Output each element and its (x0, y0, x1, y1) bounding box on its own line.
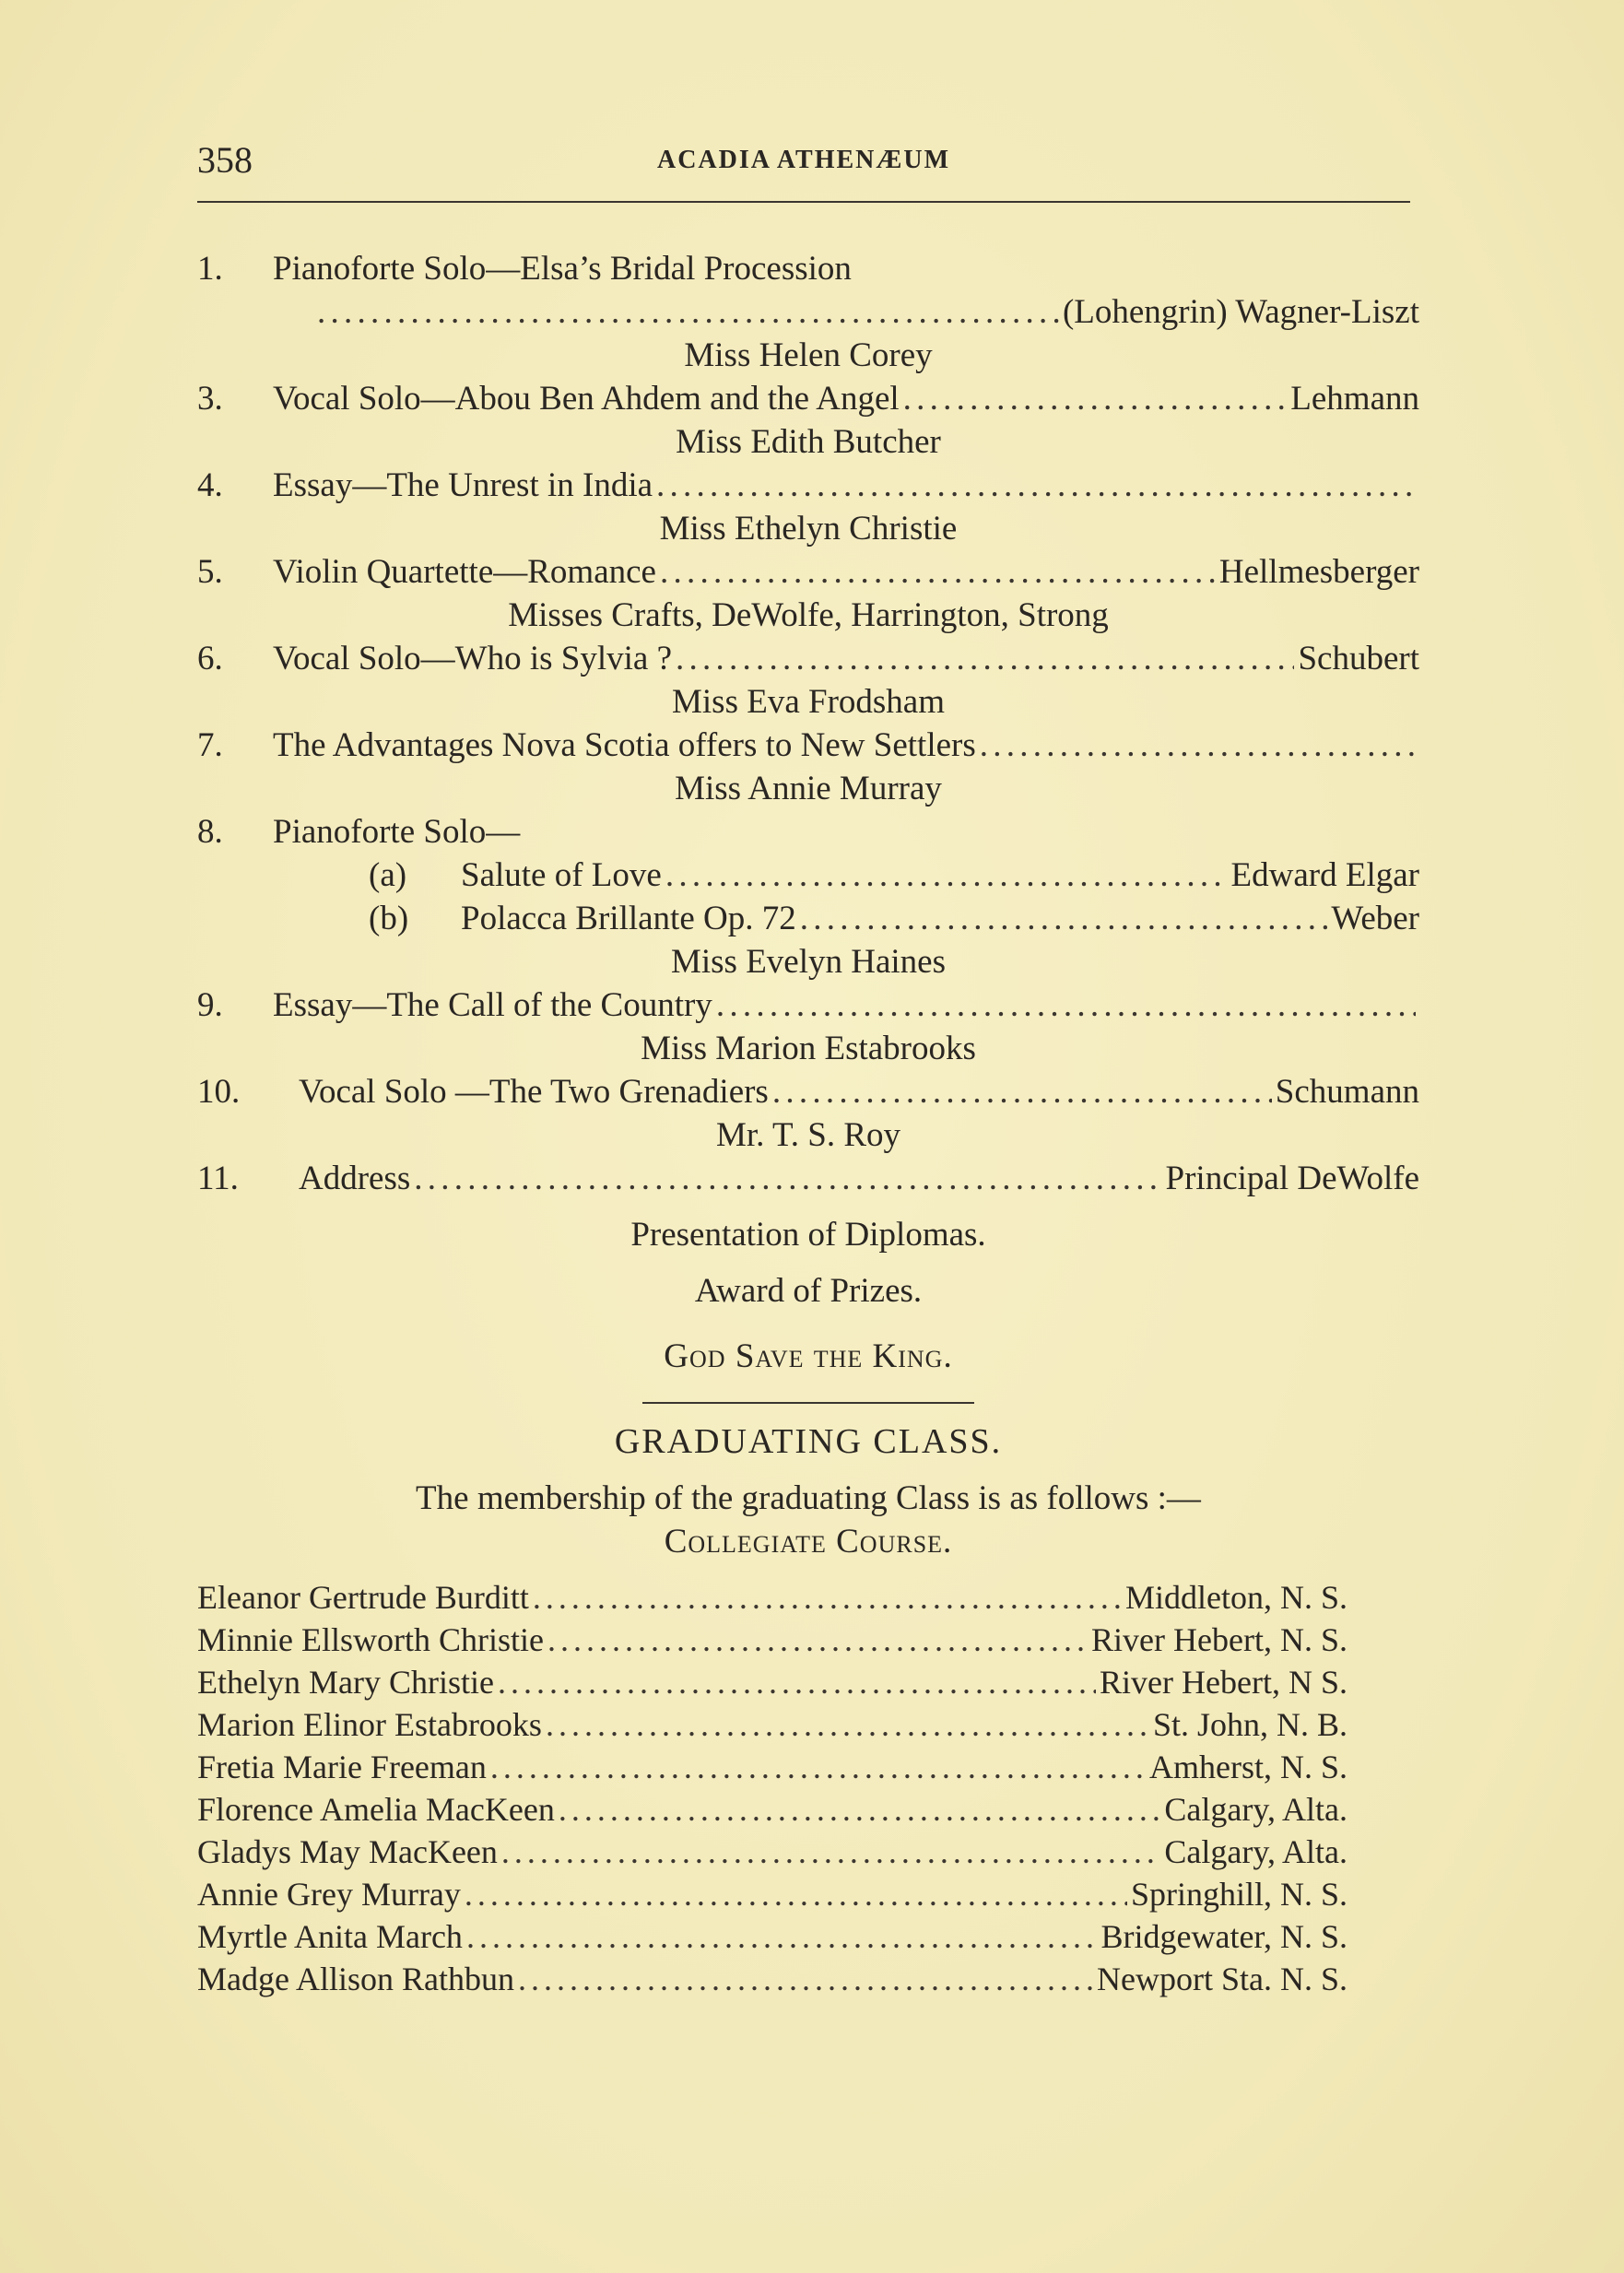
item-title: Pianoforte Solo—Elsa’s Bridal Procession (273, 250, 852, 288)
program-item (197, 1070, 1419, 1113)
dot-leader (903, 377, 1288, 420)
program-item (197, 464, 1419, 507)
item-number: 11. (197, 1160, 239, 1197)
course-heading: Collegiate Course. (664, 1523, 953, 1560)
graduates-list (197, 1576, 1347, 2000)
item-performer: Miss Eva Frodsham (672, 683, 945, 721)
item-number: 10. (197, 1073, 241, 1111)
list-item (197, 1619, 1347, 1661)
dot-leader (518, 1958, 1093, 2000)
graduate-place: River Hebert, N S. (1100, 1664, 1347, 1701)
dot-leader (546, 1703, 1149, 1746)
list-item (197, 1831, 1347, 1873)
item-performer: Miss Marion Estabrooks (641, 1030, 976, 1067)
dot-leader (317, 290, 1059, 334)
program-item (197, 637, 1419, 680)
item-title: Pianoforte Solo— (273, 813, 521, 851)
dot-leader (716, 983, 1416, 1027)
dot-leader (800, 897, 1328, 940)
page-number: 358 (197, 139, 253, 181)
graduate-place: St. John, N. B. (1152, 1706, 1347, 1743)
graduate-name: Gladys May MacKeen (197, 1833, 498, 1870)
dot-leader (490, 1746, 1146, 1788)
item-title: Vocal Solo —The Two Grenadiers (299, 1073, 769, 1111)
graduate-place: River Hebert, N. S. (1091, 1621, 1347, 1658)
item-performer: Misses Crafts, DeWolfe, Harrington, Strong (508, 596, 1109, 634)
item-number: 9. (197, 986, 223, 1024)
dot-leader (676, 637, 1294, 680)
item-performer: Miss Evelyn Haines (670, 943, 947, 981)
dot-leader (498, 1661, 1096, 1703)
graduate-place: Springhill, N. S. (1130, 1876, 1347, 1913)
graduate-name: Ethelyn Mary Christie (197, 1664, 494, 1701)
dot-leader (665, 854, 1228, 897)
graduate-name: Florence Amelia MacKeen (197, 1791, 555, 1828)
subitem-composer: Edward Elgar (1230, 856, 1419, 894)
item-composer: Hellmesberger (1218, 553, 1419, 591)
dot-leader (501, 1831, 1160, 1873)
graduate-place: Calgary, Alta. (1164, 1791, 1347, 1828)
item-number: 8. (197, 813, 223, 851)
header-rule (197, 201, 1410, 203)
item-composer: Principal DeWolfe (1165, 1160, 1419, 1197)
anthem-line: God Save the King. (664, 1337, 953, 1375)
program-item (197, 1157, 1419, 1200)
graduate-name: Marion Elinor Estabrooks (197, 1706, 542, 1743)
item-title: Essay—The Unrest in India (273, 466, 653, 504)
program-content (197, 247, 1419, 2000)
program-item (197, 810, 1419, 854)
program-item (197, 377, 1419, 420)
item-title: Vocal Solo—Who is Sylvia ? (273, 640, 673, 677)
list-item (197, 1873, 1347, 1915)
graduate-place: Calgary, Alta. (1164, 1833, 1347, 1870)
dot-leader (466, 1915, 1098, 1958)
dot-leader (660, 550, 1216, 594)
graduate-place: Amherst, N. S. (1149, 1749, 1347, 1785)
item-number: 7. (197, 726, 223, 764)
dot-leader (980, 724, 1416, 767)
dot-leader (772, 1070, 1272, 1113)
subitem-title: Salute of Love (461, 856, 662, 894)
item-title: Vocal Solo—Abou Ben Ahdem and the Angel (273, 380, 900, 418)
closing-line-prizes: Award of Prizes. (694, 1272, 923, 1310)
item-performer: Miss Edith Butcher (676, 423, 941, 461)
program-item (197, 724, 1419, 767)
item-performer: Mr. T. S. Roy (715, 1116, 901, 1154)
dot-leader (414, 1157, 1161, 1200)
running-title: ACADIA ATHENÆUM (656, 146, 951, 174)
graduate-place: Bridgewater, N. S. (1100, 1918, 1347, 1955)
list-item (197, 1958, 1347, 2000)
item-number: 1. (197, 250, 223, 288)
graduating-intro: The membership of the graduating Class is as follows :— (416, 1479, 1201, 1517)
graduate-name: Fretia Marie Freeman (197, 1749, 487, 1785)
item-number: 4. (197, 466, 223, 504)
item-composer: Schumann (1275, 1073, 1419, 1111)
item-composer: (Lohengrin) Wagner-Liszt (1062, 293, 1419, 331)
graduate-name: Myrtle Anita March (197, 1918, 463, 1955)
program-item (197, 983, 1419, 1027)
program-subitem (197, 854, 1419, 897)
graduate-name: Minnie Ellsworth Christie (197, 1621, 544, 1658)
dot-leader (547, 1619, 1088, 1661)
list-item (197, 1661, 1347, 1703)
subitem-title: Polacca Brillante Op. 72 (461, 900, 796, 937)
list-item (197, 1915, 1347, 1958)
subitem-label: (b) (369, 900, 409, 937)
item-number: 3. (197, 380, 223, 418)
graduating-class-heading: GRADUATING CLASS. (614, 1422, 1003, 1461)
item-title: Violin Quartette—Romance (273, 553, 656, 591)
list-item (197, 1703, 1347, 1746)
dot-leader (465, 1873, 1127, 1915)
subitem-label: (a) (369, 856, 407, 894)
program-subitem (197, 897, 1419, 940)
item-title: Essay—The Call of the Country (273, 986, 712, 1024)
item-performer: Miss Annie Murray (675, 770, 942, 807)
page-header (197, 138, 1410, 184)
graduate-place: Newport Sta. N. S. (1097, 1961, 1347, 1997)
item-number: 5. (197, 553, 223, 591)
item-title: The Advantages Nova Scotia offers to New Settlers (273, 726, 976, 764)
item-title: Address (299, 1160, 411, 1197)
list-item (197, 1788, 1347, 1831)
section-rule (642, 1402, 974, 1404)
subitem-composer: Weber (1331, 900, 1419, 937)
dot-leader (533, 1576, 1122, 1619)
graduate-place: Middleton, N. S. (1124, 1579, 1347, 1616)
dot-leader (656, 464, 1416, 507)
graduate-name: Annie Grey Murray (197, 1876, 461, 1913)
list-item (197, 1576, 1347, 1619)
program-item (197, 550, 1419, 594)
graduate-name: Madge Allison Rathbun (197, 1961, 514, 1997)
closing-line-diplomas: Presentation of Diplomas. (630, 1216, 986, 1254)
list-item (197, 1746, 1347, 1788)
item-composer: Lehmann (1290, 380, 1419, 418)
program-item-continuation (197, 290, 1419, 334)
program-item (197, 247, 1419, 290)
graduate-name: Eleanor Gertrude Burditt (197, 1579, 529, 1616)
item-performer: Miss Helen Corey (684, 336, 933, 374)
item-number: 6. (197, 640, 223, 677)
item-performer: Miss Ethelyn Christie (659, 510, 958, 548)
item-composer: Schubert (1298, 640, 1419, 677)
dot-leader (559, 1788, 1161, 1831)
